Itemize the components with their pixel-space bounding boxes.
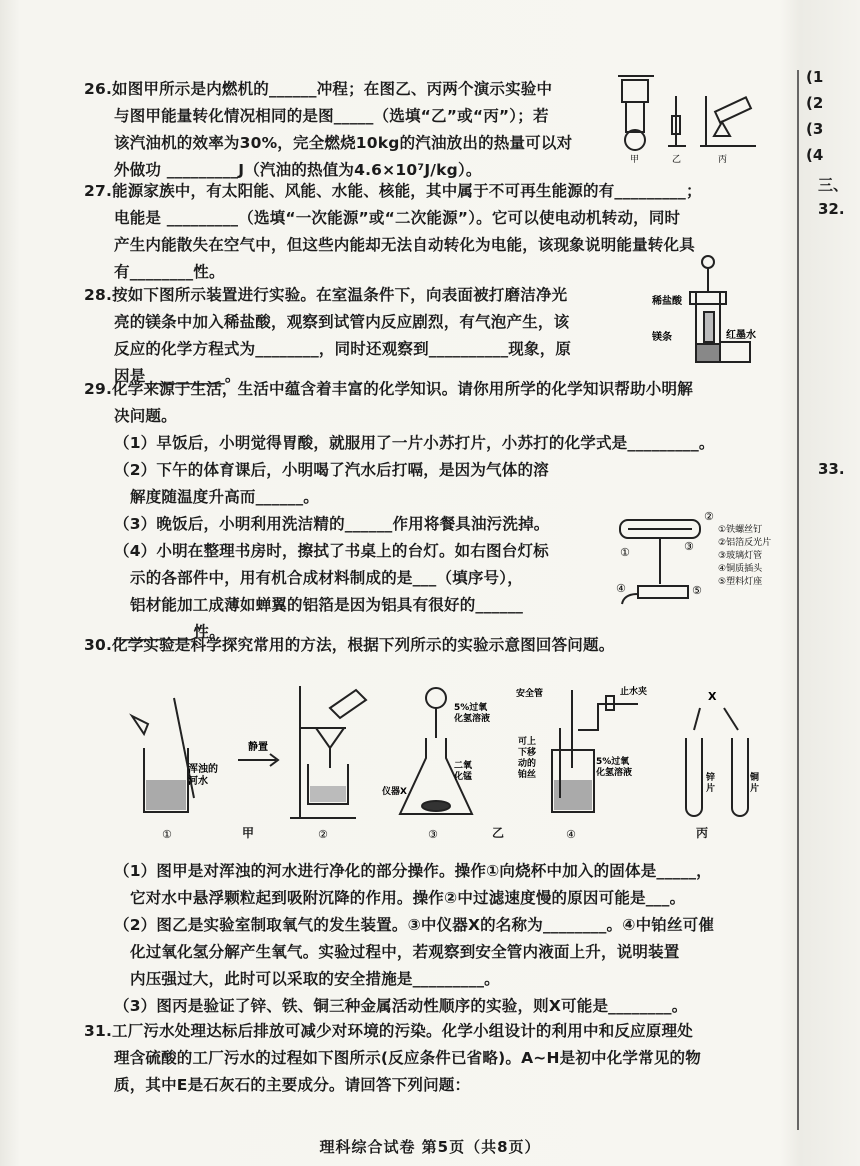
q29-sub4a: （4）小明在整理书房时，擦拭了书桌上的台灯。如右图台灯标	[114, 542, 549, 560]
q29-sub2a: （2）下午的体育课后，小明喝了汽水后打嗝，是因为气体的溶	[114, 461, 549, 479]
label-line: 化氢溶液	[454, 714, 491, 724]
label-red-ink: 红墨水	[726, 330, 756, 341]
label-line: 5%过氧	[596, 757, 630, 767]
q31-line2: 理含硫酸的工厂污水的过程如下图所示(反应条件已省略)。A~H是初中化学常见的物	[114, 1049, 701, 1067]
legend-2: ②铝箔反光片	[718, 538, 772, 548]
legend-3: ③玻璃灯管	[718, 551, 763, 561]
label-line: 河水	[188, 776, 208, 787]
label-mg: 镁条	[652, 332, 672, 343]
q28-line1: 按如下图所示装置进行实验。在室温条件下，向表面被打磨洁净光	[112, 286, 568, 304]
q26-line2: 与图甲能量转化情况相同的是图_____（选填“乙”或“丙”）；若	[114, 107, 549, 125]
lamp-num-3: ③	[684, 540, 694, 553]
q29-sub4c: 铝材能加工成薄如蝉翼的铝箔是因为铝具有很好的______	[130, 596, 524, 614]
q29-sub4b: 示的各部件中，用有机合成材料制成的是___（填序号），	[130, 569, 523, 587]
label-circ1: ①	[162, 828, 172, 841]
q26-line4: 外做功 _________J（汽油的热值为4.6×10⁷J/kg）。	[114, 161, 482, 179]
label-line: 动的	[518, 759, 537, 769]
fig-label-yi: 乙	[492, 826, 505, 840]
q30-sub2c: 内压强过大，此时可以采取的安全措施是_________。	[130, 970, 500, 988]
legend-1: ①铁螺丝钉	[718, 525, 763, 535]
lamp-num-5: ⑤	[692, 584, 702, 597]
label-zinc	[705, 771, 715, 794]
label-clamp: 止水夹	[620, 687, 648, 697]
fig-label-bing: 丙	[696, 826, 709, 840]
label-circ4: ④	[566, 828, 576, 841]
question-31	[84, 1018, 784, 1099]
legend-4: ④铜质插头	[718, 564, 763, 574]
question-26	[84, 76, 624, 184]
label-line: 铂丝	[518, 770, 537, 780]
label-line: 可上	[518, 737, 537, 747]
q29-sub3: （3）晚饭后，小明利用洗洁精的______作用将餐具油污洗掉。	[114, 515, 550, 533]
question-28	[84, 282, 644, 390]
label-settle: 静置	[248, 742, 268, 753]
label-mno2	[453, 759, 473, 782]
q26-figure	[606, 66, 766, 166]
q28-line2: 亮的镁条中加入稀盐酸，观察到试管内反应剧烈，有气泡产生，该	[114, 313, 570, 331]
label-copper	[749, 771, 759, 794]
question-number: 28.	[84, 286, 113, 304]
label-hcl: 稀盐酸	[652, 296, 682, 307]
question-number: 29.	[84, 380, 113, 398]
question-number: 27.	[84, 182, 113, 200]
right-item-4: (4	[806, 146, 824, 164]
label-line: 锌	[706, 773, 716, 783]
lamp-num-1: ①	[620, 546, 630, 559]
lamp-num-4: ④	[616, 582, 626, 595]
q29-line1: 化学来源于生活，生活中蕴含着丰富的化学知识。请你用所学的化学知识帮助小明解	[112, 380, 693, 398]
label-circ3: ③	[428, 828, 438, 841]
q26-line1: 如图甲所示是内燃机的______冲程；在图乙、丙两个演示实验中	[112, 80, 553, 98]
fig-label-yi: 乙	[672, 155, 682, 165]
lamp-num-2: ②	[704, 510, 714, 523]
q30-sub1b: 它对水中悬浮颗粒起到吸附沉降的作用。操作②中过滤速度慢的原因可能是___。	[130, 889, 686, 907]
label-line: 5%过氧	[454, 703, 488, 713]
label-h2o2	[453, 701, 490, 724]
q29-sub2b: 解度随温度升高而______。	[130, 488, 320, 506]
q26-line3: 该汽油机的效率为30%，完全燃烧10kg的汽油放出的热量可以对	[114, 134, 573, 152]
legend-5: ⑤塑料灯座	[718, 577, 763, 587]
q28-line4: 因是__________。	[114, 367, 241, 385]
label-line: 化锰	[454, 772, 473, 782]
q30-sub2b: 化过氧化氢分解产生氧气。实验过程中，若观察到安全管内液面上升，说明装置	[130, 943, 680, 961]
label-line: 片	[706, 784, 716, 794]
right-item-2: (2	[806, 94, 824, 112]
label-safety-tube: 安全管	[516, 689, 544, 699]
label-pt-wire	[517, 735, 537, 780]
q30-sub2a: （2）图乙是实验室制取氧气的发生装置。③中仪器X的名称为________。④中铂丝可催	[114, 916, 715, 934]
page-footer: 理科综合试卷 第5页（共8页）	[319, 1138, 541, 1156]
right-q33: 33.	[818, 460, 845, 478]
question-30	[84, 632, 784, 659]
right-section: 三、	[818, 176, 849, 194]
q27-line3: 产生内能散失在空气中，但这些内能却无法自动转化为电能，该现象说明能量转化具	[114, 236, 695, 254]
q30-sub1a: （1）图甲是对浑浊的河水进行净化的部分操作。操作①向烧杯中加入的固体是_____，	[114, 862, 712, 880]
q31-line3: 质，其中E是石灰石的主要成分。请回答下列问题：	[114, 1076, 471, 1094]
q30-line1: 化学实验是科学探究常用的方法，根据下列所示的实验示意图回答问题。	[112, 636, 615, 654]
question-number: 26.	[84, 80, 113, 98]
q30-figure	[120, 668, 760, 848]
q29-lamp-figure	[608, 508, 798, 618]
label-instrument-x: 仪器X	[382, 787, 407, 797]
question-30-parts	[84, 858, 784, 1020]
label-h2o2-b	[595, 755, 632, 778]
label-x: X	[708, 690, 717, 703]
right-item-1: (1	[806, 68, 824, 86]
label-line: 片	[750, 784, 760, 794]
q28-line3: 反应的化学方程式为________，同时还观察到__________现象，原	[114, 340, 572, 358]
right-item-3: (3	[806, 120, 824, 138]
label-circ2: ②	[318, 828, 328, 841]
q29-sub4d: __________性。	[114, 623, 225, 641]
label-river: 浑浊的 河水	[188, 764, 218, 787]
label-line: 二氧	[454, 761, 473, 771]
question-number: 31.	[84, 1022, 113, 1040]
q30-sub3: （3）图丙是验证了锌、铁、铜三种金属活动性顺序的实验，则X可能是________。	[114, 997, 688, 1015]
q29-sub1: （1）早饭后，小明觉得胃酸，就服用了一片小苏打片，小苏打的化学式是_________。	[114, 434, 715, 452]
fig-label-jia: 甲	[630, 155, 640, 165]
q31-line1: 工厂污水处理达标后排放可减少对环境的污染。化学小组设计的利用中和反应原理处	[112, 1022, 693, 1040]
fig-label-bing: 丙	[718, 155, 728, 165]
q27-line1: 能源家族中，有太阳能、风能、水能、核能，其中属于不可再生能源的有_________；	[112, 182, 702, 200]
question-number: 30.	[84, 636, 113, 654]
label-line: 化氢溶液	[596, 768, 633, 778]
fig-label-jia: 甲	[242, 826, 255, 840]
label-line: 铜	[750, 773, 760, 783]
q27-line2: 电能是 _________（选填“一次能源”或“二次能源”）。它可以使电动机转动，同时	[114, 209, 681, 227]
label-line: 下移	[518, 748, 537, 758]
q27-line4: 有________性。	[114, 263, 225, 281]
q28-figure	[650, 252, 770, 372]
right-q32: 32.	[818, 200, 845, 218]
q29-line2: 决问题。	[114, 407, 177, 425]
